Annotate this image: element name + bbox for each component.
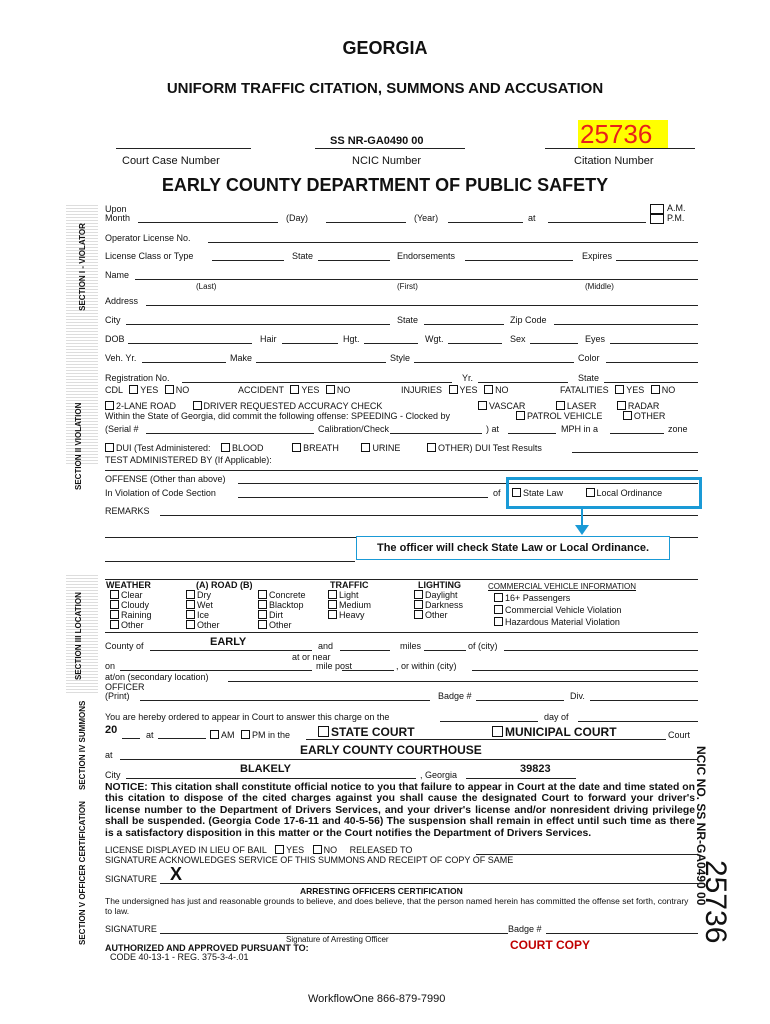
fatalities-no-label: NO xyxy=(661,385,676,395)
style-line[interactable] xyxy=(414,362,574,363)
make-line[interactable] xyxy=(256,362,386,363)
section-iv-label: SECTION IV SUMMONS xyxy=(78,700,87,790)
cdl-yes-checkbox[interactable] xyxy=(129,385,138,394)
georgia-label: , Georgia xyxy=(420,770,458,780)
road-b-item[interactable]: Concrete xyxy=(258,590,306,600)
miles-label: miles xyxy=(400,641,422,651)
injuries-label: INJURIES xyxy=(401,385,443,395)
municipal-court-checkbox[interactable] xyxy=(492,726,503,737)
cdl-yes-label: YES xyxy=(140,385,159,395)
section-i-label: SECTION I - VIOLATOR xyxy=(78,223,87,311)
summons-pm-label: PM in the xyxy=(252,730,291,740)
offense-label: OFFENSE (Other than above) xyxy=(105,474,226,484)
aoc-heading: ARRESTING OFFICERS CERTIFICATION xyxy=(300,886,463,896)
other-dui-label: OTHER) DUI Test Results xyxy=(437,443,542,453)
officer-label: OFFICER xyxy=(105,682,145,692)
courthouse-line[interactable] xyxy=(120,759,698,760)
weather-item[interactable]: Clear xyxy=(110,590,152,600)
injuries-no-checkbox[interactable] xyxy=(484,385,493,394)
last-label: (Last) xyxy=(196,282,217,291)
state-heading: GEORGIA xyxy=(342,38,428,58)
am-checkbox[interactable] xyxy=(650,204,664,214)
municipal-court-label: MUNICIPAL COURT xyxy=(505,725,617,739)
first-label: (First) xyxy=(397,282,418,291)
vascar-label: VASCAR xyxy=(489,401,526,411)
blood-checkbox[interactable] xyxy=(221,443,230,452)
conditions-top-rule xyxy=(105,579,698,580)
summons-time-line[interactable] xyxy=(158,738,206,739)
road-b-item[interactable]: Other xyxy=(258,620,306,630)
municipal-court-row xyxy=(492,726,617,738)
summons-am-checkbox[interactable] xyxy=(210,730,219,739)
name-line[interactable] xyxy=(135,279,698,280)
address-label: Address xyxy=(105,296,139,306)
appear-month-line[interactable] xyxy=(578,721,698,722)
at2-label: at xyxy=(105,750,113,760)
pm-checkbox[interactable] xyxy=(650,214,664,224)
month-line[interactable] xyxy=(138,222,278,223)
other-dui-checkbox[interactable] xyxy=(427,443,436,452)
two-lane-checkbox[interactable] xyxy=(105,401,114,410)
hair-line[interactable] xyxy=(282,343,338,344)
citation-label: Citation Number xyxy=(574,155,654,167)
weather-item[interactable]: Cloudy xyxy=(110,600,152,610)
within-city-line[interactable] xyxy=(472,670,698,671)
registration-line[interactable] xyxy=(182,382,452,383)
weather-item[interactable]: Other xyxy=(110,620,152,630)
state-court-label: STATE COURT xyxy=(331,725,415,739)
patrol-row xyxy=(516,411,665,422)
road-b-item[interactable]: Dirt xyxy=(258,610,306,620)
accident-yes-checkbox[interactable] xyxy=(290,385,299,394)
cvi-item[interactable]: Hazardous Material Violation xyxy=(494,616,621,628)
undersigned-text: The undersigned has just and reasonable grounds to believe, and does believe, that the person named herein has committed the offense set forth, contrary to law. xyxy=(105,896,689,916)
traffic-item[interactable]: Heavy xyxy=(328,610,371,620)
court-label: Court xyxy=(668,730,691,740)
code-text: CODE 40-13-1 - REG. 375-3-4-.01 xyxy=(110,952,249,962)
on-label: on xyxy=(105,661,116,671)
court-line xyxy=(306,739,666,740)
of-city-label: of (city) xyxy=(468,641,498,651)
blood-label: BLOOD xyxy=(232,443,264,453)
cert-badge-label: Badge # xyxy=(508,924,542,934)
lieu-no-label: NO xyxy=(323,845,338,855)
cdl-no-label: NO xyxy=(175,385,190,395)
year-prefix: 20 xyxy=(105,724,118,736)
county-value: EARLY xyxy=(210,636,247,648)
day-label: (Day) xyxy=(286,213,308,223)
serial-line[interactable] xyxy=(146,433,314,434)
laser-checkbox[interactable] xyxy=(556,401,565,410)
lieu-yes-label: YES xyxy=(286,845,305,855)
div-label: Div. xyxy=(570,691,585,701)
summons-city-line[interactable] xyxy=(126,778,416,779)
mile-post-line[interactable] xyxy=(342,670,394,671)
signature-label: SIGNATURE xyxy=(105,874,157,884)
state-court-row xyxy=(318,726,415,738)
at-near-label: at or near xyxy=(292,652,331,662)
year-suffix-line[interactable] xyxy=(122,738,140,739)
zip-label: Zip Code xyxy=(510,315,547,325)
breath-checkbox[interactable] xyxy=(292,443,301,452)
urine-label: URINE xyxy=(372,443,401,453)
court-case-label: Court Case Number xyxy=(122,155,220,167)
at-label: at xyxy=(528,213,536,223)
local-ordinance-checkbox[interactable] xyxy=(586,488,595,497)
cvi-list xyxy=(494,592,621,628)
signature2-label: SIGNATURE xyxy=(105,924,157,934)
cert-badge-line[interactable] xyxy=(546,933,698,934)
dob-line[interactable] xyxy=(128,343,252,344)
radar-label: RADAR xyxy=(627,401,660,411)
month-label: Month xyxy=(105,213,131,223)
mph-label: MPH in a xyxy=(561,424,599,434)
cvi-header: COMMERCIAL VEHICLE INFORMATION xyxy=(488,582,637,591)
callout-arrow-icon xyxy=(572,509,592,537)
laser-label: LASER xyxy=(566,401,597,411)
lighting-item[interactable]: Darkness xyxy=(414,600,463,610)
remarks-label: REMARKS xyxy=(105,506,150,516)
mile-post-label: mile post xyxy=(316,661,353,671)
ncic-value: SS NR-GA0490 00 xyxy=(330,135,424,147)
fatalities-yes-label: YES xyxy=(626,385,645,395)
dui-results-line[interactable] xyxy=(572,452,698,453)
signature-x: X xyxy=(170,864,183,884)
appear-day-line[interactable] xyxy=(440,721,538,722)
ncic-line xyxy=(315,148,465,149)
expires-label: Expires xyxy=(582,251,613,261)
callout-note: The officer will check State Law or Local Ordinance. xyxy=(356,536,670,560)
cdl-no-checkbox[interactable] xyxy=(165,385,174,394)
accident-label: ACCIDENT xyxy=(238,385,284,395)
license-class-line[interactable] xyxy=(212,260,284,261)
section-v-label: SECTION V OFFICER CERTIFICATION xyxy=(78,801,87,945)
traffic-header: TRAFFIC xyxy=(330,580,369,590)
road-a-list xyxy=(186,590,220,630)
injuries-yes-label: YES xyxy=(459,385,478,395)
accident-yes-label: YES xyxy=(301,385,320,395)
within-city-label: , or within (city) xyxy=(396,661,457,671)
officer-line[interactable] xyxy=(140,700,430,701)
section-iii-label: SECTION III LOCATION xyxy=(74,592,83,680)
remarks-line-3[interactable] xyxy=(105,561,355,562)
dui-label: DUI (Test Administered: xyxy=(116,443,211,453)
div-line[interactable] xyxy=(590,700,698,701)
upon-label: Upon xyxy=(105,204,127,214)
remarks-line[interactable] xyxy=(160,515,698,516)
county-label: County of xyxy=(105,641,144,651)
traffic-item[interactable]: Light xyxy=(328,590,371,600)
road-a-item[interactable]: Wet xyxy=(186,600,220,610)
dui-checkbox[interactable] xyxy=(105,443,114,452)
serial-label: (Serial # xyxy=(105,424,139,434)
lighting-item[interactable]: Other xyxy=(414,610,463,620)
wgt-line[interactable] xyxy=(448,343,502,344)
eyes-label: Eyes xyxy=(585,334,606,344)
am-pm-row xyxy=(210,730,290,741)
fatalities-row xyxy=(560,385,675,396)
injuries-no-label: NO xyxy=(495,385,509,395)
vascar-checkbox[interactable] xyxy=(478,401,487,410)
courthouse-value: EARLY COUNTY COURTHOUSE xyxy=(300,743,482,757)
lieu-no-checkbox[interactable] xyxy=(313,845,322,854)
traffic-list xyxy=(328,590,371,620)
ncic-label: NCIC Number xyxy=(352,155,422,167)
print-label: (Print) xyxy=(105,691,130,701)
accident-no-label: NO xyxy=(336,385,351,395)
summons-zip-line[interactable] xyxy=(466,778,576,779)
zip-line[interactable] xyxy=(554,324,698,325)
county-line[interactable] xyxy=(150,650,312,651)
patrol-checkbox[interactable] xyxy=(516,411,525,420)
registration-label: Registration No. xyxy=(105,373,170,383)
hgt-line[interactable] xyxy=(364,343,418,344)
address-line[interactable] xyxy=(146,305,698,306)
secondary-line[interactable] xyxy=(228,681,698,682)
cdl-row xyxy=(105,385,189,396)
city-label: City xyxy=(105,315,121,325)
sig-ack-text: SIGNATURE ACKNOWLEDGES SERVICE OF THIS SUMMONS AND RECEIPT OF COPY OF SAME xyxy=(105,855,514,865)
and-label: and xyxy=(318,641,334,651)
license-no-line[interactable] xyxy=(208,242,698,243)
day-line[interactable] xyxy=(326,222,406,223)
wgt-label: Wgt. xyxy=(425,334,444,344)
time-line[interactable] xyxy=(548,222,646,223)
side-citation-number: 25736 xyxy=(699,860,732,944)
cvi-item[interactable]: Commercial Vehicle Violation xyxy=(494,604,621,616)
summons-city-label: City xyxy=(105,770,121,780)
zone-label: zone xyxy=(668,424,688,434)
hair-label: Hair xyxy=(260,334,277,344)
style-label: Style xyxy=(390,353,411,363)
cdl-label: CDL xyxy=(105,385,123,395)
state3-label: State xyxy=(578,373,600,383)
state-court-checkbox[interactable] xyxy=(318,726,329,737)
license-lieu-label: LICENSE DISPLAYED IN LIEU OF BAIL xyxy=(105,845,267,855)
two-lane-label: 2-LANE ROAD xyxy=(116,401,177,411)
violator-signature-line[interactable] xyxy=(160,883,698,884)
reg-yr-line[interactable] xyxy=(478,382,568,383)
weather-list xyxy=(110,590,152,630)
state2-label: State xyxy=(397,315,419,325)
test-by-label: TEST ADMINISTERED BY (If Applicable): xyxy=(105,455,272,465)
state-law-checkbox[interactable] xyxy=(512,488,521,497)
injuries-row xyxy=(401,385,509,396)
summons-at-label: at xyxy=(146,730,154,740)
veh-yr-label: Veh. Yr. xyxy=(105,353,137,363)
badge-label: Badge # xyxy=(438,691,472,701)
ordered-text: You are hereby ordered to appear in Court to answer this charge on the xyxy=(105,712,390,722)
court-copy-label: COURT COPY xyxy=(510,938,591,952)
court-case-line[interactable] xyxy=(116,148,251,149)
hgt-label: Hgt. xyxy=(343,334,360,344)
city-value: BLAKELY xyxy=(240,763,291,775)
eyes-line[interactable] xyxy=(610,343,698,344)
make-label: Make xyxy=(230,353,253,363)
zip-value: 39823 xyxy=(520,763,551,775)
license-state-line[interactable] xyxy=(318,260,390,261)
endorsements-line[interactable] xyxy=(465,260,573,261)
day-of-label: day of xyxy=(544,712,569,722)
conditions-bottom-rule xyxy=(105,632,698,633)
footer-text: WorkflowOne 866-879-7990 xyxy=(308,993,446,1005)
driver-req-checkbox[interactable] xyxy=(193,401,202,410)
test-by-line[interactable] xyxy=(105,470,698,471)
road-a-item[interactable]: Dry xyxy=(186,590,220,600)
code-section-line[interactable] xyxy=(238,497,488,498)
fatalities-no-checkbox[interactable] xyxy=(651,385,660,394)
road-b-item[interactable]: Blacktop xyxy=(258,600,306,610)
road-a-item[interactable]: Other xyxy=(186,620,220,630)
badge-line[interactable] xyxy=(476,700,564,701)
fatalities-label: FATALITIES xyxy=(560,385,609,395)
state-label: State xyxy=(292,251,314,261)
of-label: of xyxy=(493,488,501,498)
name-label: Name xyxy=(105,270,130,280)
injuries-yes-checkbox[interactable] xyxy=(449,385,458,394)
at-mph-label: ) at xyxy=(486,424,500,434)
authorized-text: AUTHORIZED AND APPROVED PURSUANT TO: xyxy=(105,943,309,953)
weather-header: WEATHER xyxy=(106,580,151,590)
code-section-label: In Violation of Code Section xyxy=(105,488,216,498)
accident-no-checkbox[interactable] xyxy=(326,385,335,394)
fatalities-yes-checkbox[interactable] xyxy=(615,385,624,394)
miles-line[interactable] xyxy=(424,650,466,651)
road-a-item[interactable]: Ice xyxy=(186,610,220,620)
secondary-label: at/on (secondary location) xyxy=(105,672,209,682)
of-city-line[interactable] xyxy=(504,650,698,651)
expires-line[interactable] xyxy=(616,260,698,261)
patrol-label: PATROL VEHICLE xyxy=(527,411,603,421)
notice-text: NOTICE: This citation shall constitute official notice to you that failure to appear in Court at the date and time stated on this citation to dispose of the cited charges against you shall cause the designated Court to forward your driver's license number to the Department of Drivers Services, and your driver's license and/or nonresident driving privilege shall be suspended. (Georgia Code 17-6-11 and 40-5-56) The suspension shall remain in effect until such time as there is a satisfactory disposition in this matter or the Court notifies the Department of Drivers Services. xyxy=(105,782,695,839)
state-law-label: State Law xyxy=(523,488,564,498)
year-line[interactable] xyxy=(448,222,523,223)
law-type-row xyxy=(512,488,662,499)
sig-officer-label: Signature of Arresting Officer xyxy=(286,935,389,944)
mph-line[interactable] xyxy=(508,433,556,434)
lighting-item[interactable]: Daylight xyxy=(414,590,463,600)
radar-checkbox[interactable] xyxy=(617,401,626,410)
other-speed-label: OTHER xyxy=(633,411,666,421)
lighting-header: LIGHTING xyxy=(418,580,461,590)
citation-line xyxy=(545,148,695,149)
license-no-label: Operator License No. xyxy=(105,233,191,243)
yr-label: Yr. xyxy=(462,373,474,383)
agency-heading: EARLY COUNTY DEPARTMENT OF PUBLIC SAFETY xyxy=(161,175,609,195)
citation-number: 25736 xyxy=(580,119,653,149)
weather-item[interactable]: Raining xyxy=(110,610,152,620)
reg-state-line[interactable] xyxy=(604,382,698,383)
sex-line[interactable] xyxy=(530,343,578,344)
within-text: Within the State of Georgia, did commit the following offense: SPEEDING - Clocked by xyxy=(105,411,450,421)
lighting-list xyxy=(414,590,463,620)
year-label: (Year) xyxy=(414,213,439,223)
sex-label: Sex xyxy=(510,334,526,344)
zone-line[interactable] xyxy=(610,433,664,434)
pm-label: P.M. xyxy=(667,213,685,223)
lieu-yes-checkbox[interactable] xyxy=(275,845,284,854)
summons-am-label: AM xyxy=(221,730,235,740)
calibration-line[interactable] xyxy=(390,433,482,434)
city-line[interactable] xyxy=(126,324,390,325)
road-b-list xyxy=(258,590,306,630)
license-class-label: License Class or Type xyxy=(105,251,194,261)
dui-row xyxy=(105,443,542,454)
cvi-item[interactable]: 16+ Passengers xyxy=(494,592,621,604)
calibration-label: Calibration/Check xyxy=(318,424,390,434)
urine-checkbox[interactable] xyxy=(361,443,370,452)
other-speed-checkbox[interactable] xyxy=(623,411,632,420)
released-label: RELEASED TO xyxy=(349,845,413,855)
am-label: A.M. xyxy=(667,203,686,213)
veh-yr-line[interactable] xyxy=(142,362,226,363)
accident-row xyxy=(238,385,350,396)
traffic-item[interactable]: Medium xyxy=(328,600,371,610)
section-ii-label: SECTION II VIOLATION xyxy=(74,402,83,490)
middle-label: (Middle) xyxy=(585,282,614,291)
side-ncic-text: NCIC NO. SS NR-GA0490 00 xyxy=(694,746,708,906)
color-label: Color xyxy=(578,353,600,363)
and-line[interactable] xyxy=(340,650,390,651)
summons-pm-checkbox[interactable] xyxy=(241,730,250,739)
road-header: (A) ROAD (B) xyxy=(196,580,253,590)
breath-label: BREATH xyxy=(303,443,339,453)
dob-label: DOB xyxy=(105,334,125,344)
state2-line[interactable] xyxy=(424,324,504,325)
driver-req-label: DRIVER REQUESTED ACCURACY CHECK xyxy=(203,401,383,411)
form-title: UNIFORM TRAFFIC CITATION, SUMMONS AND ACCUSATION xyxy=(166,80,604,97)
local-ordinance-label: Local Ordinance xyxy=(596,488,663,498)
color-line[interactable] xyxy=(606,362,698,363)
endorsements-label: Endorsements xyxy=(397,251,456,261)
on-line[interactable] xyxy=(120,670,312,671)
